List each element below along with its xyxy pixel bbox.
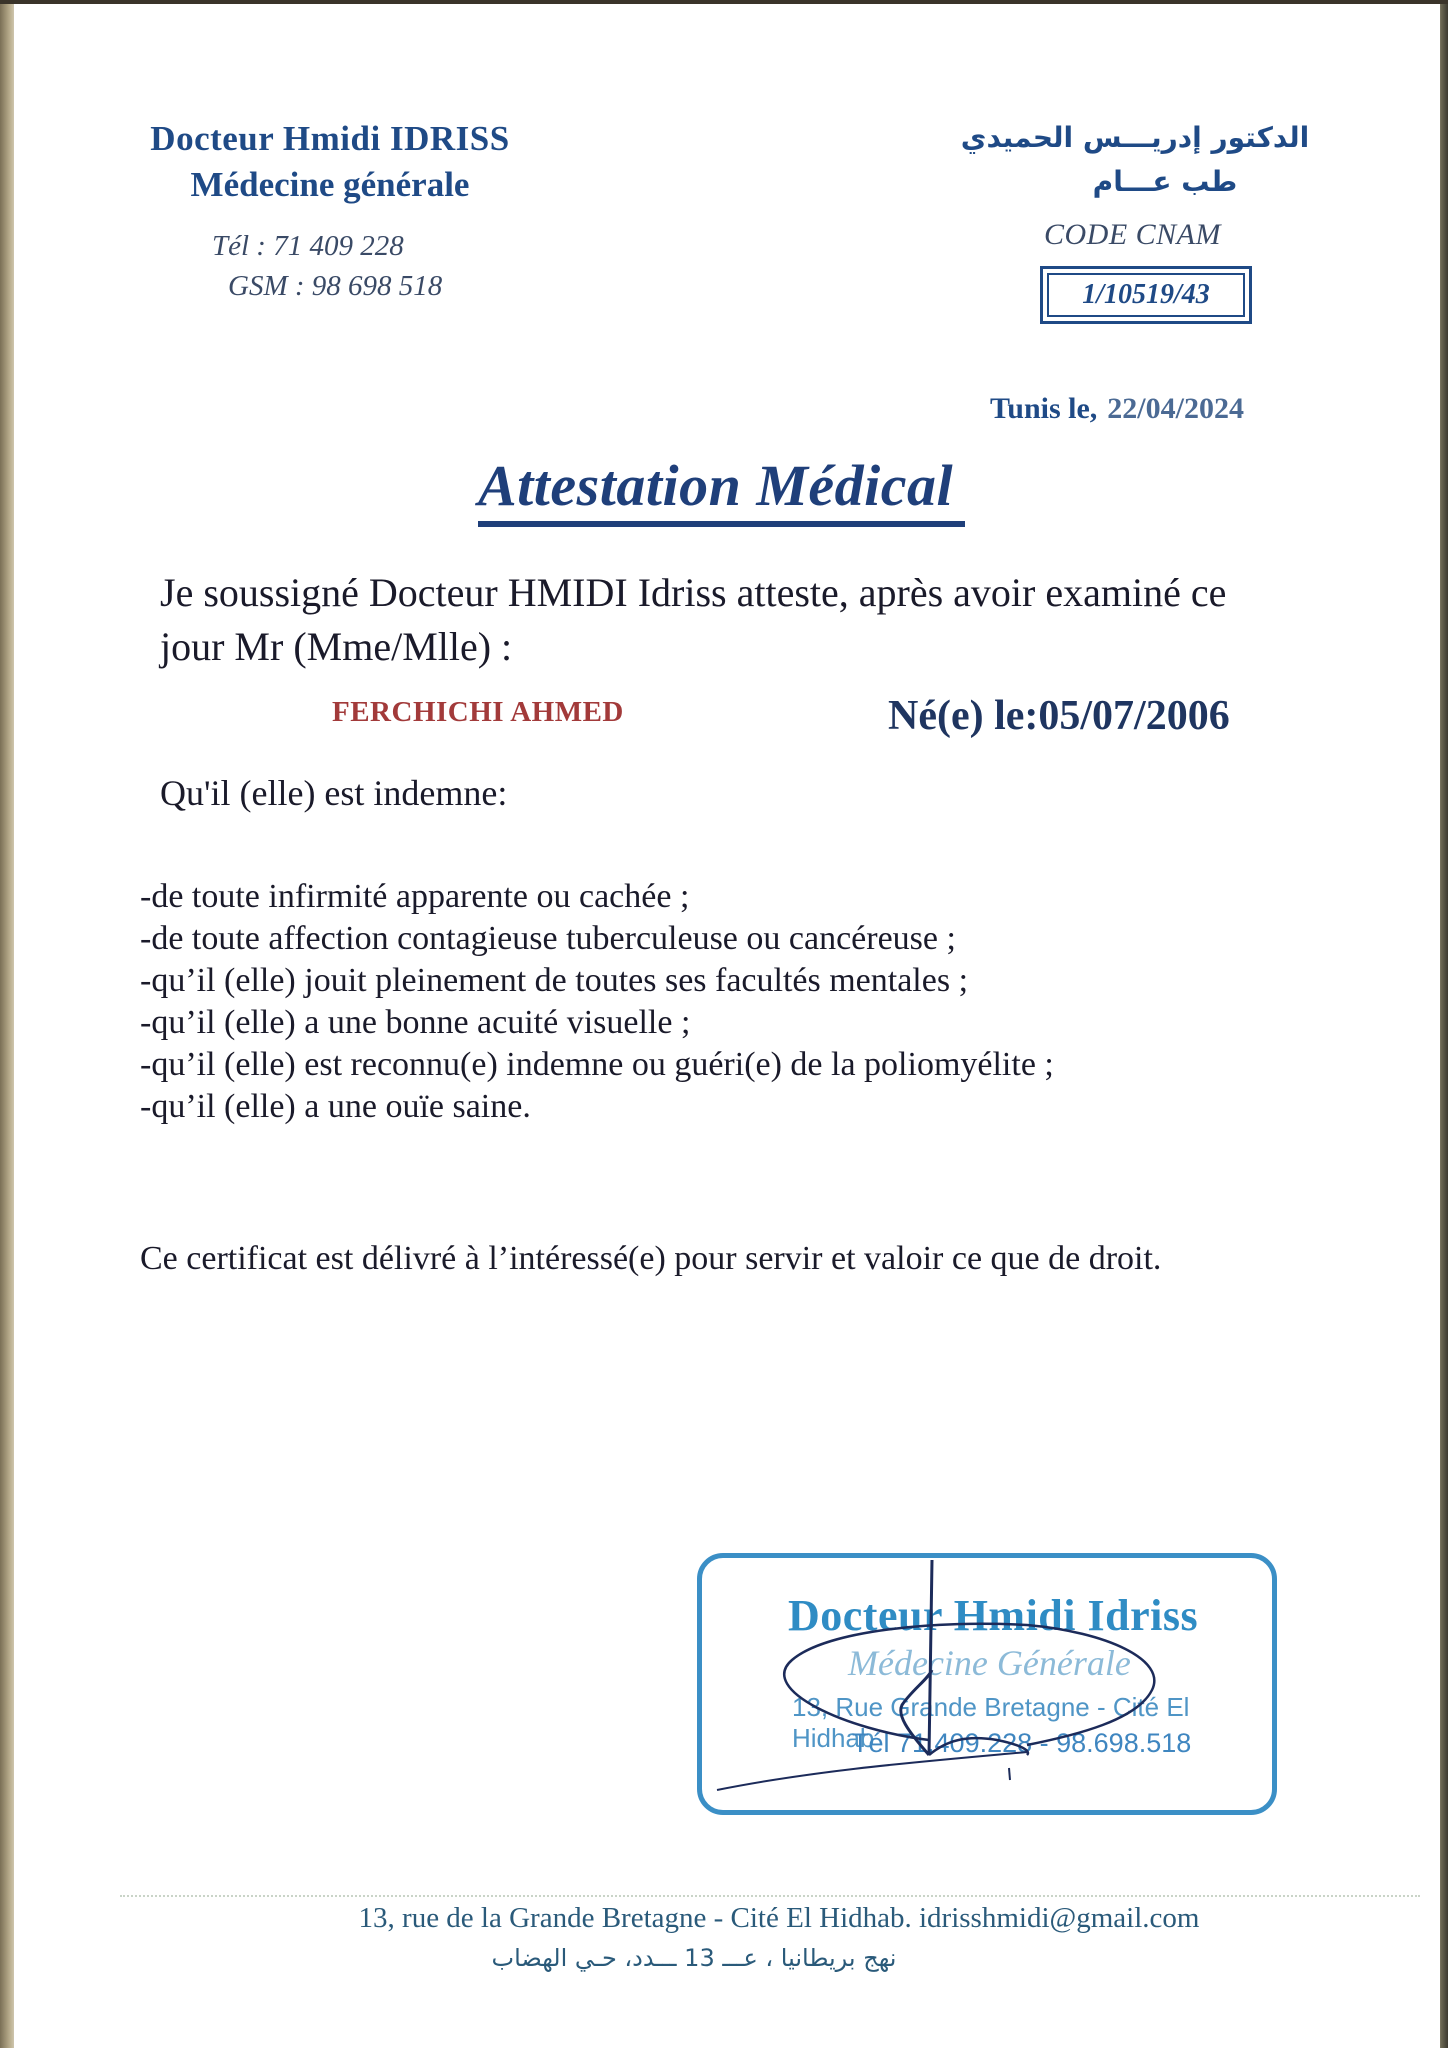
doctor-gsm: GSM : 98 698 518	[228, 270, 443, 302]
doctor-name-arabic: الدكتور إدريـــس الحميدي	[960, 121, 1310, 154]
condition-item: -qu’il (elle) jouit pleinement de toutes ses facultés mentales ;	[140, 962, 969, 999]
condition-item: -de toute infirmité apparente ou cachée ;	[140, 878, 690, 915]
cnam-code-box	[1040, 266, 1252, 324]
stamp-tel: Tél 71.409.228 - 98.698.518	[852, 1728, 1192, 1758]
cnam-code: 1/10519/43	[1047, 273, 1245, 317]
paper-edge-top	[0, 0, 1448, 4]
birth-label: Né(e) le:	[888, 693, 1039, 739]
letterhead-right	[950, 116, 1320, 204]
doctor-tel: Tél : 71 409 228	[212, 230, 404, 262]
stamp-address: 13, Rue Grande Bretagne - Cité El Hidhab	[792, 1692, 1190, 1753]
stamp-specialty: Médecine Générale	[848, 1643, 1131, 1683]
doctor-specialty-arabic: طب عـــام	[1092, 165, 1238, 198]
footer-divider	[120, 1895, 1420, 1897]
footer-address-arabic: نهج بريطانيا ، عـــ 13 ـــدد، حـي الهضاب	[491, 1944, 897, 1972]
indemne-heading: Qu'il (elle) est indemne:	[160, 773, 508, 813]
doctor-specialty: Médecine générale	[190, 165, 470, 204]
intro-text: Je soussigné Docteur HMIDI Idriss atteste, après avoir examiné ce jour Mr (Mme/Mlle) :	[160, 570, 1227, 669]
condition-item: -qu’il (elle) a une ouïe saine.	[140, 1088, 531, 1125]
doctor-stamp	[697, 1553, 1277, 1815]
birth-date: 05/07/2006	[1038, 693, 1230, 739]
date-line	[990, 392, 1244, 426]
birth-date-line	[888, 692, 1230, 740]
letterhead-left	[100, 116, 560, 208]
condition-item: -qu’il (elle) est reconnu(e) indemne ou guéri(e) de la poliomyélite ;	[140, 1046, 1054, 1083]
doctor-name: Docteur Hmidi IDRISS	[150, 119, 510, 158]
date-value: 22/04/2024	[1107, 392, 1244, 425]
stamp-doctor-name: Docteur Hmidi Idriss	[788, 1591, 1199, 1640]
condition-item: -qu’il (elle) a une bonne acuité visuelle ;	[140, 1004, 691, 1041]
cnam-label: CODE CNAM	[1044, 218, 1221, 251]
patient-name: FERCHICHI AHMED	[332, 696, 624, 728]
document-title: Attestation Médical	[478, 452, 965, 527]
closing-text: Ce certificat est délivré à l’intéressé(e) pour servir et valoir ce que de droit.	[140, 1240, 1162, 1277]
conditions-list	[140, 876, 1320, 1128]
footer-address: 13, rue de la Grande Bretagne - Cité El Hidhab. idrisshmidi@gmail.com	[358, 1902, 1200, 1934]
condition-item: -de toute affection contagieuse tuberculeuse ou cancéreuse ;	[140, 920, 956, 957]
date-prefix: Tunis le,	[990, 392, 1098, 425]
